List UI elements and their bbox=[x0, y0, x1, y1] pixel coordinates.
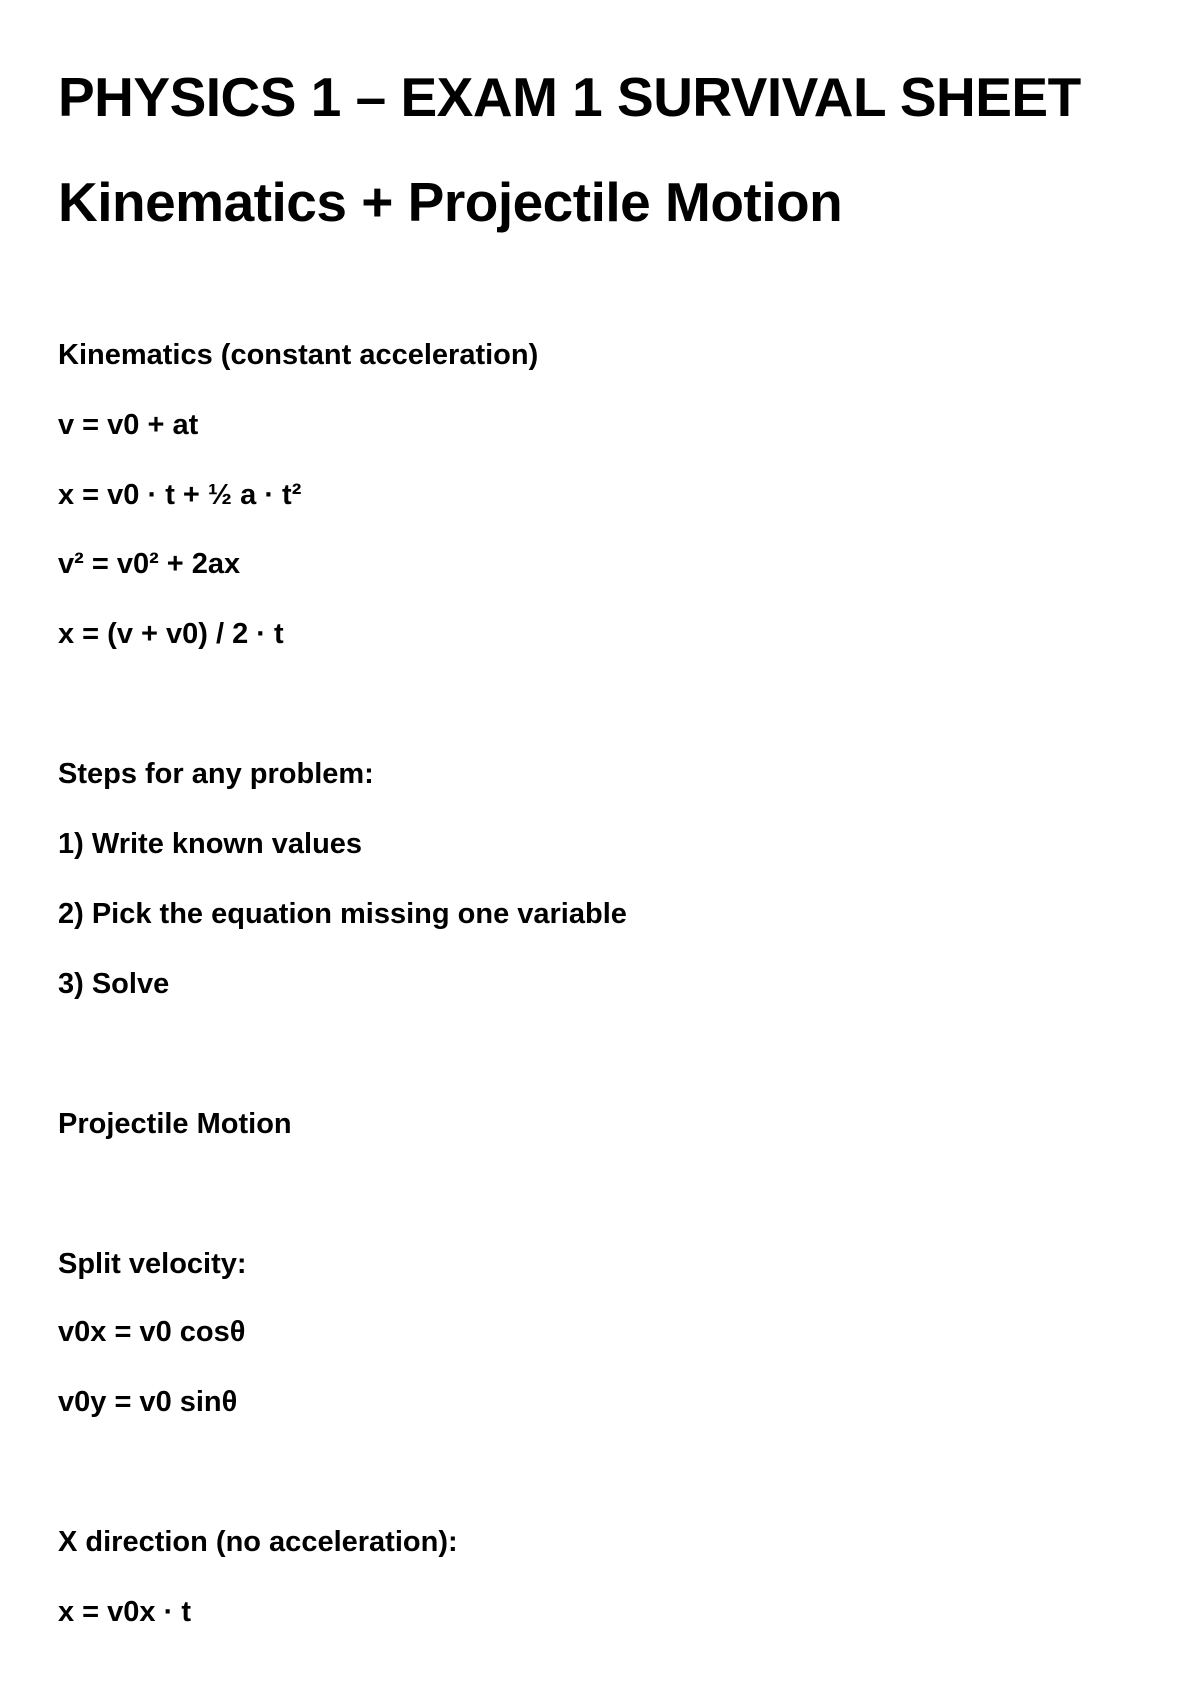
kinematics-equation: v² = v0² + 2ax bbox=[58, 548, 241, 580]
step-item: 3) Solve bbox=[58, 968, 170, 1000]
step-item: 1) Write known values bbox=[58, 828, 363, 860]
page-title: PHYSICS 1 – EXAM 1 SURVIVAL SHEET bbox=[58, 66, 1081, 128]
kinematics-heading: Kinematics (constant acceleration) bbox=[58, 339, 539, 371]
kinematics-equation: v = v0 + at bbox=[58, 409, 199, 441]
kinematics-equation: x = (v + v0) / 2 · t bbox=[58, 618, 284, 650]
x-direction-equation: x = v0x · t bbox=[58, 1596, 191, 1628]
kinematics-equation: x = v0 · t + ½ a · t² bbox=[58, 479, 302, 511]
x-direction-heading: X direction (no acceleration): bbox=[58, 1526, 458, 1558]
split-velocity-heading: Split velocity: bbox=[58, 1248, 247, 1280]
step-item: 2) Pick the equation missing one variable bbox=[58, 898, 627, 930]
split-velocity-equation: v0y = v0 sinθ bbox=[58, 1386, 238, 1418]
split-velocity-equation: v0x = v0 cosθ bbox=[58, 1316, 246, 1348]
steps-heading: Steps for any problem: bbox=[58, 758, 374, 790]
page-subtitle: Kinematics + Projectile Motion bbox=[58, 171, 843, 233]
projectile-heading: Projectile Motion bbox=[58, 1108, 292, 1140]
